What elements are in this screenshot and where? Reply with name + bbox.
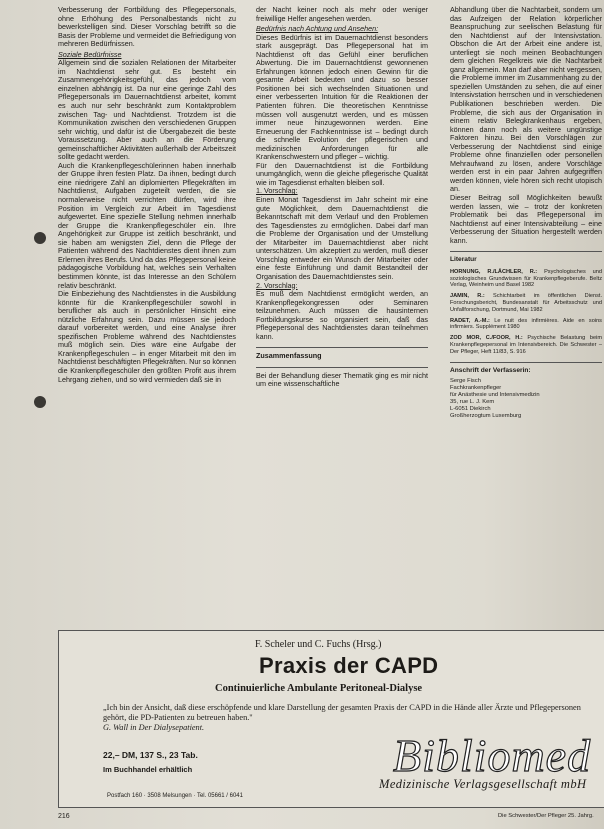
paragraph: Es muß dem Nachtdienst ermöglicht werden, an Krankenpflegekongressen oder Seminaren teilzunehmen. Auch müssen die hausinternen Fortbildungskurse so organisiert sein, daß das Pflegepersonal des Nachtdienstes daran teilnehmen kann. — [256, 289, 428, 341]
literature-item — [450, 318, 602, 332]
paragraph: der Nacht keiner noch als mehr oder weniger freiwillige Helfer angesehen werden. — [256, 5, 428, 23]
paragraph: Einen Monat Tagesdienst im Jahr scheint mir eine gute Möglichkeit, dem Dauernachtdienst die Bekanntschaft mit dem Verlauf und den Problemen des Tagesdienstes zu ermöglichen. Dabei darf man die Probleme der Organisation und der Umstellung der Mitarbeiter im Dauernachtdienst aber nicht unterschätzen. Um akzeptiert zu werden, muß dieser Vorschlag entweder ein Wunsch der Mitarbeiter oder eine feste Einführung und damit Bestandteil der Organisation des Dauernachtdienstes sein. — [256, 195, 428, 281]
paragraph: Auch die Krankenpflegeschülerinnen haben innerhalb der Gruppe ihren festen Platz. Da ihnen, bedingt durch eine niedrigere Zahl an diplomierten Pflegekräften im Nachtdienst, Aufgaben zugeteilt werden, die sie normalerweise nicht verrichten dürfen, wird ihre Position im Vergleich zur Arbeit im Tagesdienst aufgewertet. Eine spezielle Stellung nehmen innerhalb der Gruppe die Krankenpflegeschüler ein. Ihre Angehörigkeit zur Gruppe ist zeitlich beschränkt, und sie haben am wenigsten Ziel, denn die Pflege der Patienten während des Nachtdienstes dient ihnen zum Erlernen ihres Berufs. Und da das Pflegepersonal keine pädagogische Vorbildung hat, welches sein Verhalten bestimmen könnte, ist das Interesse an den Schülern relativ beschränkt. — [58, 160, 236, 290]
ad-title: Praxis der CAPD — [259, 653, 439, 678]
literature-heading: Literatur — [450, 256, 477, 264]
text-column-3 — [450, 6, 602, 420]
text-column-2 — [256, 6, 428, 389]
ad-authors: F. Scheler und C. Fuchs (Hrsg.) — [255, 639, 382, 650]
book-advertisement — [58, 630, 604, 808]
punch-hole — [34, 396, 46, 408]
divider — [256, 367, 428, 368]
ad-subtitle: Continuierliche Ambulante Peritoneal-Dialyse — [215, 683, 423, 694]
literature-author: RADET, A.-M.: — [450, 317, 490, 324]
ad-price: 22,– DM, 137 S., 23 Tab. — [103, 750, 198, 760]
address-line: Fachkrankenpfleger — [450, 385, 502, 392]
publisher-name: Medizinische Verlagsgesellschaft mbH — [379, 777, 587, 791]
paragraph: Die Einbeziehung des Nachtdienstes in die Ausbildung könnte für die Krankenpflegeschüler sowohl in beruflicher als auch in persönlicher Hinsicht eine nützliche Erfahrung sein. Dazu müssen sie jedoch darauf vorbereitet werden, und eine Analyse ihrer spezifischen Probleme während des Nachtdienstes muß möglich sein. Dies wäre eine Aufgabe der Krankenpflegeschulen – in enger Mitarbeit mit den im Nachtdienst beschäftigten Pflegekräften. Nur so können die Krankenpflegeschüler den größten Profit aus ihrem Lehrgang ziehen, und so wird vermieden daß sie in — [58, 289, 236, 384]
literature-text: Schichtarbeit im öffentlichen Dienst. Forschungsbericht, Bundesanstalt für Arbeitsschutz und Unfallforschung, Dortmund, Mai 1982 — [450, 293, 603, 313]
divider — [450, 362, 602, 363]
divider — [256, 347, 428, 348]
page-number: 216 — [58, 813, 70, 820]
literature-item — [450, 335, 602, 355]
address-line: für Anästhesie und Intensivmedizin — [450, 392, 540, 399]
punch-hole — [34, 232, 46, 244]
literature-text: Le nuit des infirmières. Aide en soins infirmiers. Supplément 1980 — [450, 317, 602, 331]
literature-text: Psychologisches und soziologisches Grundwissen für Krankenpflegeberufe. Beltz Verlag, Weinheim und Basel 1982 — [450, 268, 602, 289]
address-line: L-6051 Diekirch — [450, 406, 491, 413]
literature-author: HORNUNG, R./LÄCHLER, R.: — [450, 268, 538, 275]
literature-author: JAMIN, R.: — [450, 293, 485, 300]
address-line: Großherzogtum Luxemburg — [450, 413, 522, 420]
journal-footer: Die Schwester/Der Pfleger 25. Jahrg. — [498, 813, 594, 819]
address-line: 35, rue L. J. Kem — [450, 399, 495, 406]
subheading: Bedürfnis nach Achtung und Ansehen: — [256, 24, 379, 34]
address-heading: Anschrift der Verfasserin: — [450, 366, 531, 374]
address-line: Serge Fisch — [450, 378, 481, 385]
paragraph: Allgemein sind die sozialen Relationen der Mitarbeiter im Nachtdienst sehr gut. Es besteht ein Zusammengehörigkeitsgefühl, das jedoch vom einzelnen abhängig ist. Da nur eine geringe Zahl des Pflegepersonals im Dauernachtdienst arbeitet, kommt es auch nur sehr beschränkt zum Kontaktproblem zwischen Tag- und Nachtdienst. Trotzdem ist die Kommunikation zwischen den verschiedenen Gruppen sehr wichtig, und dafür ist die Übergabezeit die beste Voraussetzung. Aber auch an die Förderung gemeinschaftlicher Aktivitäten außerhalb der Arbeitszeit sollte gedacht werden. — [58, 58, 236, 162]
text-column-1 — [58, 6, 236, 384]
ad-quote-text: „Ich bin der Ansicht, daß diese erschöpfende und klare Darstellung der gesamten Praxis der CAPD in die Hände aller Ärzte und Pflegepersonen gehört, die PD-Patienten zu betreuen haben." — [103, 703, 581, 722]
paragraph: Dieses Bedürfnis ist im Dauernachtdienst besonders stark ausgeprägt. Das Pflegepersonal hat im Nachtdienst oft das Gefühl einer beruflichen Abwertung. Die im Dauernachtdienst gewonnenen Erfahrungen können jedoch einen Gewinn für die gesamte Arbeit bedeuten und dazu so besser Positionen bei sich wechselnden Situationen und einer verbesserten Intuition für die Reaktionen der Patienten führen. Die theoretischen Kenntnisse müssen voll ausgenutzt werden, und es müssen immer neue hinzugewonnen werden. Eine Erneuerung der Fachkenntnisse ist – bedingt durch die schnelle Evolution der pflegerischen und medizinischen Anforderungen für alle Krankenschwestern und pfleger – wichtig. — [256, 32, 428, 162]
literature-author: ZOD MOR, C./FOOR, H.: — [450, 335, 523, 342]
paragraph: Für den Dauernachtdienst ist die Fortbildung unumgänglich, wenn die gleiche pflegerische Qualität wie im Tagesdienst erhalten bleiben soll. — [256, 160, 428, 187]
paragraph: Dieser Beitrag soll Möglichkeiten bewußt werden lassen, wie – trotz der konkreten Problematik bei das Pflegepersonal im Nachtdienst auf einer Intensivabteilung – eine Verbesserung der Situation hergestellt werden kann. — [450, 193, 602, 245]
proposal-label: 2. Vorschlag: — [256, 280, 298, 290]
paragraph: Abhandlung über die Nachtarbeit, sondern um das Aufzeigen der Relation körperlicher Beanspruchung zur seelischen Belastung für den Nachtdienst auf der Intensivstation. Obschon die Art der Arbeit eine andere ist, unterliegt sie noch meinen Beobachtungen dem gleichen Regelkreis wie die Nachtarbeit ganz allgemein. Man darf aber nicht vergessen, die Probleme immer im Zusammenhang zu der speziellen Umständen zu sehen, die auf einer Intensivstation herrschen und in verschiedenen Publikationen beschrieben werden. Die Probleme, die sich aus der Organisation in einem relativ Belegkrankenhaus ergeben, können dann noch als weitere ungünstige Faktoren hinzu. Bei den Vorschlägen zur Verbesserung der Nachtdienst sind einige Probleme ohne finanziellen oder personellen Mehraufwand zu lösen, andere Vorschläge werden erst in ein paar Jahren aufgegriffen werden können, viele hören sich recht utopisch an. — [450, 5, 602, 194]
summary-heading: Zusammenfassung — [256, 351, 322, 361]
ad-quote-source: G. Wall in Der Dialysepatient. — [103, 723, 205, 732]
publisher-logo: Bibliomed — [393, 730, 592, 781]
literature-item — [450, 293, 602, 313]
ad-order-note: Im Buchhandel erhältlich — [103, 765, 193, 774]
author-address — [450, 378, 602, 420]
literature-item — [450, 269, 602, 289]
ad-address: Postfach 160 · 3508 Melsungen · Tel. 05661 / 6041 — [107, 793, 243, 799]
paragraph: Bei der Behandlung dieser Thematik ging es mir nicht um eine wissenschaftliche — [256, 370, 428, 389]
paragraph: Verbesserung der Fortbildung des Pflegepersonals, ohne Erhöhung des Personalbestands nicht zu bewerkstelligen sind. Dieser Vorschlag betrifft so die Basis der Probleme und vermeidet die Befriedigung von mehreren Bedürfnissen. — [58, 5, 236, 49]
subheading: Soziale Bedürfnisse — [58, 49, 122, 59]
literature-text: Psychische Belastung beim Krankenpflegepersonal im Intensivbereich. Die Schwester – Der Pfleger, Heft 11/83, S. 916 — [450, 335, 603, 355]
proposal-label: 1. Vorschlag: — [256, 186, 298, 196]
divider — [450, 251, 602, 252]
